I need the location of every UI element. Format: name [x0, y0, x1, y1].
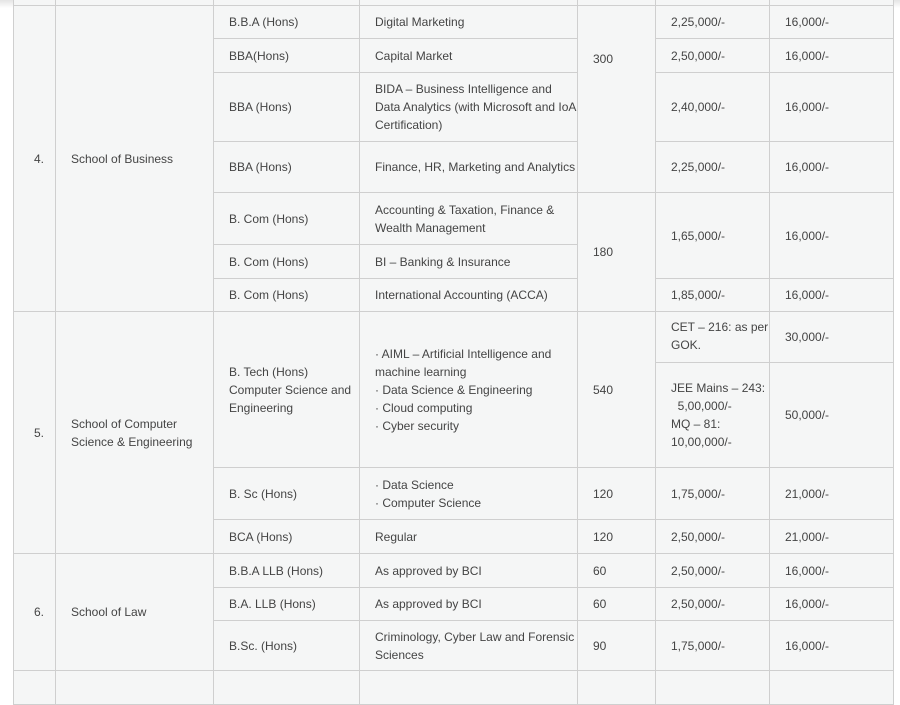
specialization: Accounting & Taxation, Finance & Wealth Management — [360, 193, 578, 245]
seats: 540 — [578, 312, 656, 468]
hostel-fee: 16,000/- — [770, 142, 894, 193]
tuition-fee: 2,50,000/- — [656, 554, 770, 588]
degree: B. Tech (Hons) Computer Science and Engineering — [214, 312, 360, 468]
specialization: BI – Banking & Insurance — [360, 245, 578, 279]
specialization: International Accounting (ACCA) — [360, 279, 578, 312]
specialization: As approved by BCI — [360, 554, 578, 588]
seats: 120 — [578, 520, 656, 554]
degree: B.B.A LLB (Hons) — [214, 554, 360, 588]
tuition-fee: 2,50,000/- — [656, 520, 770, 554]
programs-fee-table — [13, 0, 894, 705]
seats: 300 — [578, 6, 656, 193]
degree: B. Com (Hons) — [214, 279, 360, 312]
specialization: BIDA – Business Intelligence and Data Analytics (with Microsoft and IoA Certification) — [360, 73, 578, 142]
specialization — [360, 312, 578, 468]
seats: 120 — [578, 468, 656, 520]
specialization-list: · Data Science · Computer Science — [375, 477, 482, 510]
hostel-fee: 16,000/- — [770, 6, 894, 39]
school-name: School of Computer Science & Engineering — [56, 312, 214, 554]
hostel-fee: 16,000/- — [770, 279, 894, 312]
hostel-fee: 16,000/- — [770, 621, 894, 671]
school-name: School of Law — [56, 554, 214, 671]
degree: BBA(Hons) — [214, 39, 360, 73]
degree: B.B.A (Hons) — [214, 6, 360, 39]
fee-text: CET – 216: as per GOK. — [671, 320, 769, 352]
specialization: Finance, HR, Marketing and Analytics — [360, 142, 578, 193]
serial-number: 6. — [14, 554, 56, 671]
specialization: Digital Marketing — [360, 6, 578, 39]
tuition-fee: 1,85,000/- — [656, 279, 770, 312]
seats: 180 — [578, 193, 656, 312]
hostel-fee: 21,000/- — [770, 468, 894, 520]
serial-number: 4. — [14, 6, 56, 312]
tuition-fee: 1,65,000/- — [656, 193, 770, 279]
degree: B.A. LLB (Hons) — [214, 588, 360, 621]
hostel-fee: 16,000/- — [770, 73, 894, 142]
tuition-fee — [656, 363, 770, 468]
tuition-fee: 2,50,000/- — [656, 588, 770, 621]
degree: BBA (Hons) — [214, 73, 360, 142]
school-name: School of Business — [56, 6, 214, 312]
tuition-fee: 2,50,000/- — [656, 39, 770, 73]
table-row — [14, 671, 894, 705]
hostel-fee: 16,000/- — [770, 39, 894, 73]
degree: BCA (Hons) — [214, 520, 360, 554]
specialization: Capital Market — [360, 39, 578, 73]
tuition-fee: 1,75,000/- — [656, 621, 770, 671]
specialization-list: · AIML – Artificial Intelligence and machine learning · Data Science & Engineering · Cloud computing · Cyber security — [375, 346, 552, 433]
table-row — [14, 312, 894, 363]
seats: 90 — [578, 621, 656, 671]
hostel-fee: 16,000/- — [770, 588, 894, 621]
hostel-fee: 16,000/- — [770, 193, 894, 279]
tuition-fee — [656, 312, 770, 363]
serial-number: 5. — [14, 312, 56, 554]
degree: B. Com (Hons) — [214, 245, 360, 279]
hostel-fee: 30,000/- — [770, 312, 894, 363]
degree: B.Sc. (Hons) — [214, 621, 360, 671]
tuition-fee: 2,40,000/- — [656, 73, 770, 142]
fee-text: JEE Mains – 243: 5,00,000/- MQ – 81: 10,00,000/- — [671, 381, 766, 449]
specialization — [360, 468, 578, 520]
degree: BBA (Hons) — [214, 142, 360, 193]
degree: B. Sc (Hons) — [214, 468, 360, 520]
degree: B. Com (Hons) — [214, 193, 360, 245]
hostel-fee: 21,000/- — [770, 520, 894, 554]
tuition-fee: 2,25,000/- — [656, 142, 770, 193]
tuition-fee: 2,25,000/- — [656, 6, 770, 39]
table-row — [14, 554, 894, 588]
specialization: Criminology, Cyber Law and Forensic Sciences — [360, 621, 578, 671]
seats: 60 — [578, 554, 656, 588]
hostel-fee: 16,000/- — [770, 554, 894, 588]
seats: 60 — [578, 588, 656, 621]
tuition-fee: 1,75,000/- — [656, 468, 770, 520]
specialization: As approved by BCI — [360, 588, 578, 621]
hostel-fee: 50,000/- — [770, 363, 894, 468]
specialization: Regular — [360, 520, 578, 554]
table-row — [14, 6, 894, 39]
